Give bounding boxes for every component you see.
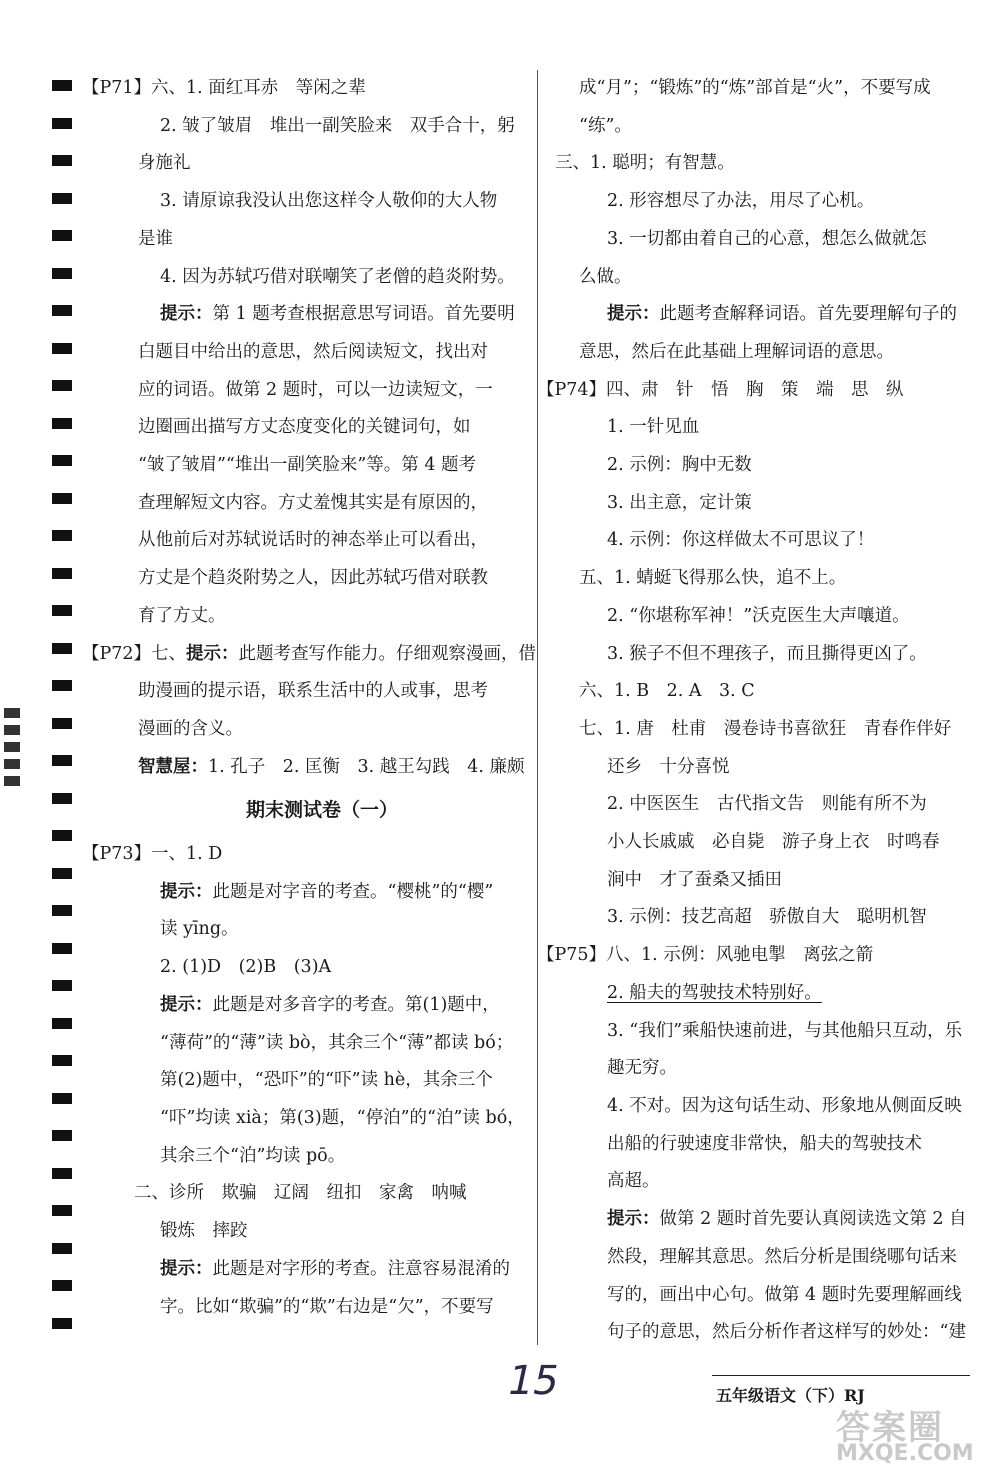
text-line: 三、1. 聪明；有智慧。 (555, 153, 735, 174)
text-line: 【P75】八、1. 示例：风驰电掣 离弦之箭 (537, 945, 874, 966)
side-code-marks (4, 708, 20, 793)
text-line: 涧中 才了蚕桑又插田 (607, 869, 782, 890)
text-line: “练”。 (579, 115, 632, 136)
hint-label: 提示： (160, 1258, 213, 1279)
text-line: 身施礼 (138, 153, 191, 174)
text-line: 七、1. 唐 杜甫 漫卷诗书喜欲狂 青春作伴好 (579, 718, 952, 739)
hint-line (82, 296, 522, 334)
section-title: 期末测试卷（一） (245, 799, 398, 822)
hint-label: 提示： (160, 881, 213, 902)
text-line: 2. 示例：胸中无数 (607, 455, 752, 476)
hint-label: 提示： (160, 994, 213, 1015)
hint-label: 提示： (607, 1209, 660, 1230)
text-line: 成“月”；“锻炼”的“炼”部首是“火”，不要写成 (579, 78, 931, 98)
text-line: 3. “我们”乘船快速前进，与其他船只互动，乐 (607, 1020, 963, 1041)
text-line: “皱了皱眉”“堆出一副笑脸来”等。第 4 题考 (138, 455, 477, 476)
text-line: 2. (1)D (2)B (3)A (160, 957, 332, 978)
text-line: 边圈画出描写方丈态度变化的关键词句，如 (138, 417, 471, 438)
right-column (537, 70, 967, 1352)
text-line: 4. 因为苏轼巧借对联嘲笑了老僧的趋炎附势。 (160, 266, 515, 287)
hint-line (82, 874, 522, 912)
hint-text: 此题是对字音的考查。“樱桃”的“樱” (212, 881, 494, 902)
wisdom-label: 智慧屋： (138, 756, 208, 777)
wisdom-text: 1. 孔子 2. 匡衡 3. 越王勾践 4. 廉颇 (208, 756, 525, 777)
text-line: 六、1. B 2. A 3. C (579, 681, 755, 702)
text-line: 3. 请原谅我没认出您这样令人敬仰的大人物 (160, 191, 498, 212)
section-label: 【P72】七、 (82, 643, 187, 664)
text-line: 小人长戚戚 必自毙 游子身上衣 时鸣春 (607, 832, 940, 853)
text-line: 育了方丈。 (138, 605, 226, 626)
hint-text: 此题是对多音字的考查。第(1)题中， (212, 994, 500, 1015)
handwritten-number: 15 (503, 1358, 564, 1404)
hint-text: 第 1 题考查根据意思写词语。首先要明 (212, 304, 515, 325)
text-line: 二、诊所 欺骗 辽阔 纽扣 家禽 呐喊 (134, 1183, 467, 1204)
hint-line (82, 987, 522, 1025)
text-line: 读 yīng。 (160, 919, 239, 940)
text-line: 白题目中给出的意思，然后阅读短文，找出对 (138, 341, 488, 362)
text-line: 还乡 十分喜悦 (607, 756, 730, 777)
text-line: 然段，理解其意思。然后分析是围绕哪句话来 (607, 1246, 957, 1267)
text-line: 趣无穷。 (607, 1058, 677, 1079)
text-line: 五、1. 蜻蜓飞得那么快，追不上。 (579, 568, 847, 589)
text-line: 其余三个“泊”均读 pō。 (160, 1145, 346, 1166)
text-line: 助漫画的提示语，联系生活中的人或事，思考 (138, 681, 488, 702)
text-line: 3. 猴子不但不理孩子，而且撕得更凶了。 (607, 643, 927, 664)
text-line: 3. 出主意，定计策 (607, 492, 752, 513)
text-line: 意思，然后在此基础上理解词语的意思。 (579, 341, 894, 362)
column-divider (537, 70, 538, 1345)
watermark-logo (836, 1400, 986, 1475)
text-line: 写的，画出中心句。做第 4 题时先要理解画线 (607, 1284, 962, 1305)
underlined-line: 2. 船夫的驾驶技术特别好。 (607, 982, 822, 1003)
hint-line (82, 636, 537, 674)
hint-text: 此题是对字形的考查。注意容易混淆的 (212, 1258, 510, 1279)
text-line: 3. 示例：技艺高超 骄傲自大 聪明机智 (607, 907, 927, 928)
text-line: “吓”均读 xià；第(3)题，“停泊”的“泊”读 bó， (160, 1107, 525, 1128)
text-line: 2. 中医医生 古代指文告 则能有所不为 (607, 794, 927, 815)
hint-label: 提示： (160, 304, 213, 325)
hint-line (82, 1251, 522, 1289)
text-line: 【P73】一、1. D (82, 844, 223, 865)
text-line: 么做。 (579, 266, 632, 287)
text-line: 锻炼 摔跤 (160, 1221, 248, 1242)
text-line: 字。比如“欺骗”的“欺”右边是“欠”，不要写 (160, 1296, 494, 1317)
wisdom-line (82, 749, 525, 787)
text-line: 4. 不对。因为这句话生动、形象地从侧面反映 (607, 1095, 962, 1116)
text-line: 方丈是个趋炎附势之人，因此苏轼巧借对联教 (138, 568, 488, 589)
text-line: 第(2)题中，“恐吓”的“吓”读 hè，其余三个 (160, 1070, 493, 1091)
text-line: 句子的意思，然后分析作者这样写的妙处：“建 (607, 1322, 966, 1343)
hint-line (555, 1201, 965, 1239)
text-line: 漫画的含义。 (138, 718, 243, 739)
text-line: 查理解短文内容。方丈羞愧其实是有原因的， (138, 492, 488, 513)
hint-text: 此题考查写作能力。仔细观察漫画，借 (238, 643, 537, 664)
hint-text: 做第 2 题时首先要认真阅读选文第 2 自 (659, 1209, 967, 1230)
hint-text: 此题考查解释词语。首先要理解句子的 (659, 304, 957, 325)
text-line: 是谁 (138, 228, 173, 249)
watermark-text: 答案圈 (836, 1408, 944, 1448)
text-line: 高超。 (607, 1171, 660, 1192)
text-line: 【P71】六、1. 面红耳赤 等闲之辈 (82, 78, 366, 98)
text-line: 从他前后对苏轼说话时的神态举止可以看出， (138, 530, 488, 551)
text-line: 出船的行驶速度非常快，船夫的驾驶技术 (607, 1133, 922, 1154)
text-line: 3. 一切都由着自己的心意，想怎么做就怎 (607, 228, 927, 249)
footer-label: 五年级语文（下）RJ (716, 1386, 865, 1405)
text-line: 【P74】四、肃 针 悟 胸 策 端 思 纵 (537, 379, 904, 400)
watermark-url: MXQE.COM (836, 1441, 974, 1466)
text-line: 2. 形容想尽了办法，用尽了心机。 (607, 191, 875, 212)
footer-rule (712, 1375, 970, 1376)
left-column (82, 70, 537, 1326)
text-line: “薄荷”的“薄”读 bò，其余三个“薄”都读 bó； (160, 1032, 514, 1053)
text-line: 2. 皱了皱眉 堆出一副笑脸来 双手合十，躬 (160, 115, 515, 136)
binding-marks (52, 80, 74, 1355)
text-line: 1. 一针见血 (607, 417, 700, 438)
text-line: 2. “你堪称军神！”沃克医生大声嚷道。 (607, 605, 910, 626)
text-line: 应的词语。做第 2 题时，可以一边读短文，一 (138, 379, 493, 400)
text-line: 4. 示例：你这样做太不可思议了！ (607, 530, 875, 551)
hint-line (555, 296, 965, 334)
hint-label: 提示： (186, 643, 239, 664)
hint-label: 提示： (607, 304, 660, 325)
